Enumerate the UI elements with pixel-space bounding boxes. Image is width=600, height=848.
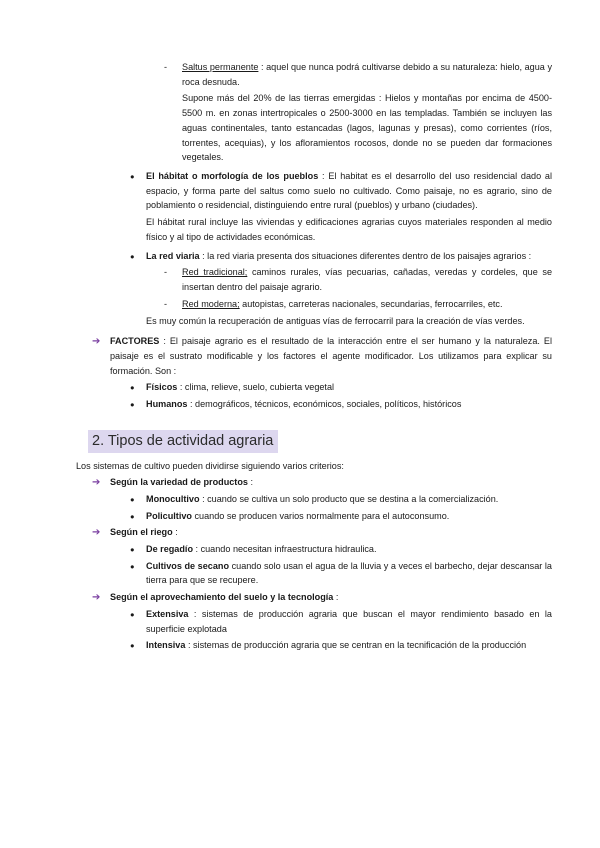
term-label: De regadío bbox=[146, 543, 193, 554]
arrow-marker: ➔ bbox=[92, 592, 101, 604]
paragraph bbox=[130, 314, 552, 329]
list-item-body: : la red viaria presenta dos situaciones diferentes dentro de los paisajes agrarios : bbox=[199, 250, 532, 261]
list-item-text bbox=[182, 297, 552, 312]
paragraph-text: Es muy común la recuperación de antiguas vías de ferrocarril para la creación de vías verdes. bbox=[146, 315, 525, 326]
dash-marker: - bbox=[164, 298, 168, 309]
dash-marker: - bbox=[164, 62, 168, 72]
list-item-text bbox=[110, 475, 552, 490]
list-item-body: : clima, relieve, suelo, cubierta vegetal bbox=[177, 382, 335, 393]
list-item-body: : sistemas de producción agraria que se centran en la tecnificación de la producción bbox=[185, 640, 527, 651]
bullet-marker: ● bbox=[130, 400, 135, 410]
paragraph bbox=[164, 91, 552, 165]
list-item-text bbox=[182, 60, 552, 89]
term-label: Monocultivo bbox=[146, 493, 200, 504]
term-label: Físicos bbox=[146, 382, 178, 393]
list-item bbox=[92, 475, 552, 490]
term-label: Policultivo bbox=[146, 510, 192, 521]
list-item bbox=[164, 60, 552, 89]
bullet-marker: ● bbox=[130, 494, 135, 504]
list-item-text bbox=[146, 380, 552, 395]
arrow-marker: ➔ bbox=[92, 477, 101, 489]
term-label: Extensiva bbox=[146, 608, 189, 619]
list-item-body: autopistas, carreteras nacionales, secundarias, ferrocarriles, etc. bbox=[239, 298, 503, 309]
term-label: Humanos bbox=[146, 399, 188, 410]
list-item-text bbox=[146, 169, 552, 213]
paragraph-text: Supone más del 20% de las tierras emergidas : Hielos y montañas por encima de 4500-5500 m. en zonas intertropicales o 2500-3000 en las templadas. También se incluyen las aguas continentales, tanto estancadas (lagos, lagunas y presas), como corrientes (ríos, torrentes, acequias), y los afloramientos rocosos, donde no se pueden dar formaciones vegetales. bbox=[182, 93, 552, 163]
term-label: Saltus permanente bbox=[182, 62, 259, 72]
list-item-text bbox=[146, 638, 552, 653]
list-item bbox=[130, 380, 552, 395]
bullet-marker: ● bbox=[130, 641, 135, 651]
arrow-marker: ➔ bbox=[92, 527, 101, 539]
list-item-text bbox=[146, 607, 552, 636]
bullet-marker: ● bbox=[130, 544, 135, 554]
dash-marker: - bbox=[164, 267, 168, 278]
list-item bbox=[130, 509, 552, 524]
list-item bbox=[130, 607, 552, 636]
list-item bbox=[130, 397, 552, 412]
criterion-suffix: : bbox=[333, 592, 339, 603]
arrow-marker: ➔ bbox=[92, 336, 101, 348]
list-item-text bbox=[110, 334, 552, 378]
list-item-text bbox=[110, 590, 552, 605]
list-item-body: : demográficos, técnicos, económicos, sociales, políticos, históricos bbox=[187, 399, 462, 410]
criterion-title: Según el aprovechamiento del suelo y la tecnología bbox=[110, 592, 334, 603]
paragraph-text: El hábitat rural incluye las viviendas y edificaciones agrarias cuyos materiales responden al medio físico y al tipo de actividades económicas. bbox=[146, 217, 552, 242]
list-item-text bbox=[146, 397, 552, 412]
list-item-text bbox=[146, 492, 552, 507]
term-label: FACTORES bbox=[110, 336, 160, 347]
list-item-text bbox=[146, 249, 552, 264]
list-item-body: cuando solo usan el agua de la lluvia y a veces el barbecho, dejar descansar la tierra para que se recupere. bbox=[146, 560, 552, 586]
criterion-title: Según el riego bbox=[110, 527, 173, 538]
section-intro: Los sistemas de cultivo pueden dividirse siguiendo varios criterios: bbox=[76, 461, 344, 472]
bullet-marker: ● bbox=[130, 561, 135, 571]
list-item-body: caminos rurales, vías pecuarias, cañadas, veredas y cordeles, que se insertan dentro del paisaje agrario. bbox=[182, 267, 553, 293]
list-item bbox=[164, 297, 552, 312]
list-item-body: : cuando se cultiva un solo producto que se destina a la comercialización. bbox=[199, 493, 499, 504]
list-item-body: : sistemas de producción agraria que buscan el mayor rendimiento basado en la superficie explotada bbox=[146, 608, 552, 634]
bullet-marker: ● bbox=[130, 383, 135, 393]
list-item bbox=[164, 265, 552, 294]
bullet-marker: ● bbox=[130, 172, 135, 182]
list-item-body: : aquel que nunca podrá cultivarse debido a su naturaleza: hielo, agua y roca desnuda. bbox=[182, 62, 552, 87]
list-item bbox=[92, 590, 552, 605]
list-item bbox=[130, 492, 552, 507]
term-label: Cultivos de secano bbox=[146, 560, 229, 571]
list-item bbox=[130, 249, 552, 264]
bullet-marker: ● bbox=[130, 511, 135, 521]
term-label: Intensiva bbox=[146, 640, 186, 651]
list-item-body: : El paisaje agrario es el resultado de la interacción entre el ser humano y la naturaleza. El paisaje es el sustrato modificable y los factores el agente modificador. Los utilizamos para explicar su formación. Son : bbox=[110, 336, 552, 376]
bullet-marker: ● bbox=[130, 609, 135, 619]
term-label: La red viaria bbox=[146, 250, 200, 261]
list-item-text bbox=[146, 559, 552, 588]
list-item bbox=[92, 525, 552, 540]
list-item-text bbox=[110, 525, 552, 540]
list-item bbox=[130, 559, 552, 588]
list-item-body: : cuando necesitan infraestructura hidraulica. bbox=[193, 543, 377, 554]
term-label: Red tradicional; bbox=[182, 267, 248, 278]
list-item-text bbox=[146, 542, 552, 557]
list-item-text bbox=[146, 509, 552, 524]
list-item bbox=[92, 334, 552, 378]
list-item bbox=[130, 542, 552, 557]
bullet-marker: ● bbox=[130, 251, 135, 261]
list-item-text bbox=[182, 265, 552, 294]
term-label: Red moderna; bbox=[182, 298, 240, 309]
term-label: El hábitat o morfología de los pueblos bbox=[146, 171, 319, 182]
list-item bbox=[130, 638, 552, 653]
criterion-suffix: : bbox=[172, 527, 178, 538]
paragraph bbox=[130, 215, 552, 244]
list-item-body: : El habitat es el desarrollo del uso residencial dado al espacio, y forma parte del saltus como suelo no cultivado. Como paisaje, no es agrario, sino de poblamiento o residencial, distinguiendo entre rural (pueblos) y urbano (ciudades). bbox=[146, 171, 552, 211]
section-heading: 2. Tipos de actividad agraria bbox=[88, 430, 278, 453]
list-item-body: cuando se producen varios normalmente para el autoconsumo. bbox=[191, 510, 450, 521]
criterion-suffix: : bbox=[247, 477, 254, 488]
list-item bbox=[130, 169, 552, 213]
criterion-title: Según la variedad de productos bbox=[110, 477, 248, 488]
